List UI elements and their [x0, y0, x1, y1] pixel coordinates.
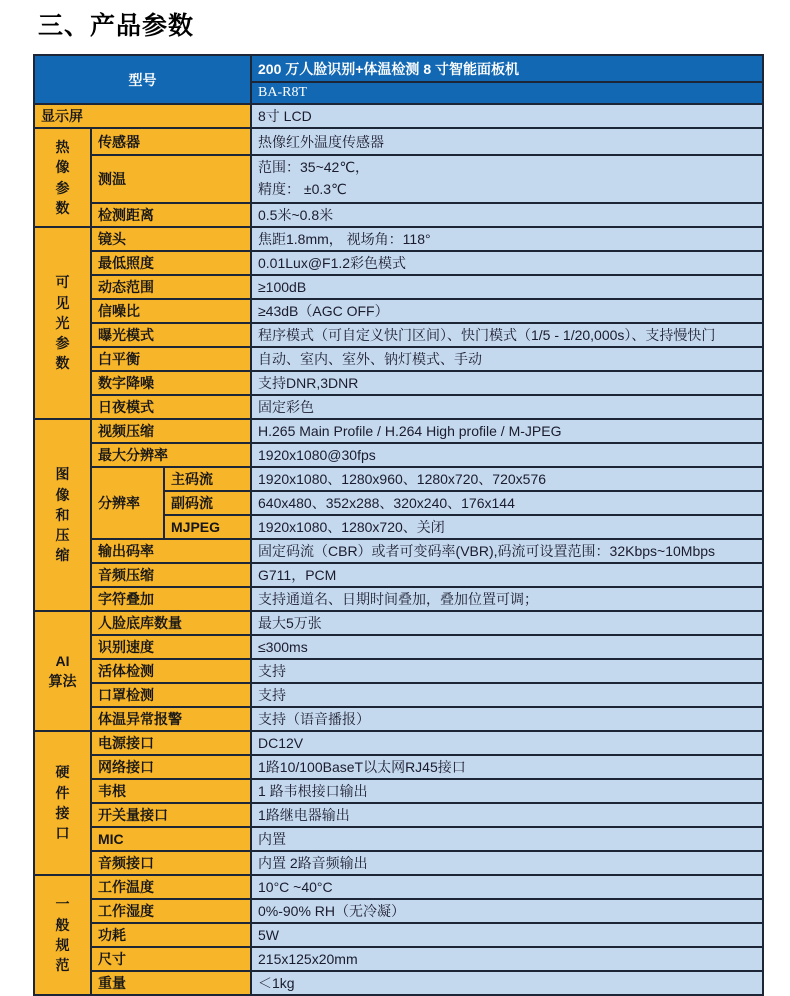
group-label-line: 像: [55, 159, 70, 176]
spec-row: [34, 731, 763, 755]
spec-label-cell: 测温: [91, 155, 251, 203]
stream-type-cell: MJPEG: [164, 515, 251, 539]
group-label-line: 见: [55, 294, 70, 311]
group-cell-ai: [34, 611, 91, 731]
spec-label-cell: 重量: [91, 971, 251, 995]
spec-row: [34, 419, 763, 443]
spec-value-cell: 1路10/100BaseT以太网RJ45接口: [251, 755, 763, 779]
spec-value-cell: ≤300ms: [251, 635, 763, 659]
spec-row: [34, 755, 763, 779]
spec-label-cell: 传感器: [91, 128, 251, 155]
spec-label-cell: 识别速度: [91, 635, 251, 659]
spec-value-cell: 10°C ~40°C: [251, 875, 763, 899]
stream-type-cell: 主码流: [164, 467, 251, 491]
group-label-line: 硬: [55, 764, 70, 781]
group-label-line: 压: [55, 527, 70, 544]
spec-row: [34, 875, 763, 899]
spec-row: [34, 323, 763, 347]
model-code-cell: BA-R8T: [251, 82, 763, 104]
spec-label-cell: 开关量接口: [91, 803, 251, 827]
spec-label-cell: 信噪比: [91, 299, 251, 323]
spec-label-cell: 检测距离: [91, 203, 251, 227]
group-label-line: 接: [55, 805, 70, 821]
spec-value-cell: 0%-90% RH（无冷凝）: [251, 899, 763, 923]
page-title: 三、产品参数: [38, 12, 195, 40]
spec-label-cell: MIC: [91, 827, 251, 851]
spec-value-cell: 支持: [251, 683, 763, 707]
spec-row: [34, 923, 763, 947]
spec-label-cell: 体温异常报警: [91, 707, 251, 731]
group-label-line: 可: [55, 274, 70, 291]
spec-label-cell: 工作湿度: [91, 899, 251, 923]
group-label-line: 热: [55, 138, 70, 155]
model-header-cell: 型号: [34, 55, 251, 104]
product-name-cell: 200 万人脸识别+体温检测 8 寸智能面板机: [251, 55, 763, 82]
group-label-line: 参: [55, 179, 70, 196]
spec-row: [34, 851, 763, 875]
spec-value-cell: 1路继电器输出: [251, 803, 763, 827]
spec-value-cell: 支持（语音播报）: [251, 707, 763, 731]
spec-value-cell: 支持: [251, 659, 763, 683]
spec-label-cell: 网络接口: [91, 755, 251, 779]
spec-value-cell: 内置 2路音频输出: [251, 851, 763, 875]
spec-value-cell: 215x125x20mm: [251, 947, 763, 971]
spec-row: [34, 227, 763, 251]
spec-row: [34, 251, 763, 275]
spec-row: [34, 104, 763, 128]
spec-label-cell: 日夜模式: [91, 395, 251, 419]
spec-row: [34, 347, 763, 371]
spec-row: [34, 467, 763, 491]
spec-value-cell: 0.5米~0.8米: [251, 203, 763, 227]
group-label-line: 数: [55, 355, 70, 372]
spec-row: [34, 947, 763, 971]
value-line: 范围：35~42℃，: [258, 159, 370, 176]
spec-value-cell: DC12V: [251, 731, 763, 755]
spec-label-cell: 人脸底库数量: [91, 611, 251, 635]
spec-value-cell: G711，PCM: [251, 563, 763, 587]
spec-value-cell: 最大5万张: [251, 611, 763, 635]
spec-label-cell: 动态范围: [91, 275, 251, 299]
spec-label-cell: 曝光模式: [91, 323, 251, 347]
spec-label-cell: 字符叠加: [91, 587, 251, 611]
spec-value-cell: 640x480、352x288、320x240、176x144: [251, 491, 763, 515]
group-label-line: 和: [55, 506, 70, 523]
spec-label-cell: 最大分辨率: [91, 443, 251, 467]
spec-label-cell: 韦根: [91, 779, 251, 803]
spec-value-cell: 焦距1.8mm， 视场角：118°: [251, 227, 763, 251]
group-label-line: 件: [55, 784, 70, 801]
group-cell-hardware: [34, 731, 91, 875]
spec-row: [34, 611, 763, 635]
spec-value-cell: 1920x1080@30fps: [251, 443, 763, 467]
spec-value-cell: 固定彩色: [251, 395, 763, 419]
spec-label-cell: 活体检测: [91, 659, 251, 683]
group-label-line: 般: [55, 916, 70, 933]
spec-value-cell: 1920x1080、1280x720、关闭: [251, 515, 763, 539]
value-line: 精度： ±0.3℃: [258, 181, 347, 197]
spec-label-cell: 尺寸: [91, 947, 251, 971]
spec-value-cell: 热像红外温度传感器: [251, 128, 763, 155]
spec-table: [33, 54, 764, 996]
spec-value-cell: 固定码流（CBR）或者可变码率(VBR),码流可设置范围：32Kbps~10Mbps: [251, 539, 763, 563]
group-label-line: 数: [55, 199, 70, 216]
group-label-line: 像: [55, 486, 70, 503]
spec-value-cell: 内置: [251, 827, 763, 851]
spec-label-cell: 最低照度: [91, 251, 251, 275]
group-cell-image-compression: [34, 419, 91, 611]
stream-type-cell: 副码流: [164, 491, 251, 515]
spec-row: [34, 395, 763, 419]
spec-row: [34, 779, 763, 803]
group-label-line: 一: [55, 896, 70, 913]
spec-row: [34, 707, 763, 731]
spec-label-cell: 口罩检测: [91, 683, 251, 707]
group-cell-visible-light: [34, 227, 91, 419]
spec-row: [34, 371, 763, 395]
spec-label-cell: 工作温度: [91, 875, 251, 899]
spec-value-cell: [251, 155, 763, 203]
spec-value-cell: ≥100dB: [251, 275, 763, 299]
group-cell-thermal: [34, 128, 91, 227]
spec-value-cell: ≥43dB（AGC OFF）: [251, 299, 763, 323]
spec-row: [34, 128, 763, 155]
spec-row: [34, 635, 763, 659]
spec-value-cell: 1 路韦根接口输出: [251, 779, 763, 803]
group-label-line: 算法: [48, 673, 77, 689]
spec-row: [34, 803, 763, 827]
spec-row: [34, 299, 763, 323]
spec-label-cell: 音频压缩: [91, 563, 251, 587]
spec-row: [34, 539, 763, 563]
spec-label-cell: 数字降噪: [91, 371, 251, 395]
spec-label-cell: 音频接口: [91, 851, 251, 875]
display-value-cell: 8寸 LCD: [251, 104, 763, 128]
spec-row: [34, 443, 763, 467]
spec-row: [34, 899, 763, 923]
group-label-line: 参: [55, 335, 70, 352]
spec-label-cell: 视频压缩: [91, 419, 251, 443]
group-label-line: 范: [55, 957, 70, 974]
spec-row: [34, 155, 763, 203]
spec-row: [34, 203, 763, 227]
spec-value-cell: 程序模式（可自定义快门区间）、快门模式（1/5 - 1/20,000s）、支持慢快门: [251, 323, 763, 347]
spec-row: [34, 971, 763, 995]
spec-row: [34, 659, 763, 683]
spec-row: [34, 563, 763, 587]
group-cell-general: [34, 875, 91, 995]
spec-value-cell: 1920x1080、1280x960、1280x720、720x576: [251, 467, 763, 491]
spec-label-cell: 镜头: [91, 227, 251, 251]
spec-row: [34, 683, 763, 707]
spec-value-cell: ＜1kg: [251, 971, 763, 995]
spec-label-cell: 白平衡: [91, 347, 251, 371]
spec-value-cell: 支持DNR,3DNR: [251, 371, 763, 395]
spec-value-cell: 自动、室内、室外、钠灯模式、手动: [251, 347, 763, 371]
resolution-label-cell: 分辨率: [91, 467, 164, 539]
header-row-product: [34, 55, 763, 82]
group-label-line: 缩: [55, 547, 70, 564]
spec-label-cell: 功耗: [91, 923, 251, 947]
spec-value-cell: 5W: [251, 923, 763, 947]
spec-value-cell: 0.01Lux@F1.2彩色模式: [251, 251, 763, 275]
group-label-line: 口: [55, 825, 70, 842]
display-label-cell: 显示屏: [34, 104, 251, 128]
group-label-line: 图: [55, 466, 70, 483]
group-label-line: AI: [55, 652, 70, 669]
spec-value-cell: 支持通道名、日期时间叠加，叠加位置可调；: [251, 587, 763, 611]
group-label-line: 光: [55, 314, 70, 331]
group-label-line: 规: [55, 937, 70, 953]
spec-label-cell: 电源接口: [91, 731, 251, 755]
spec-row: [34, 587, 763, 611]
spec-label-cell: 输出码率: [91, 539, 251, 563]
spec-row: [34, 827, 763, 851]
spec-value-cell: H.265 Main Profile / H.264 High profile / M-JPEG: [251, 419, 763, 443]
spec-row: [34, 275, 763, 299]
